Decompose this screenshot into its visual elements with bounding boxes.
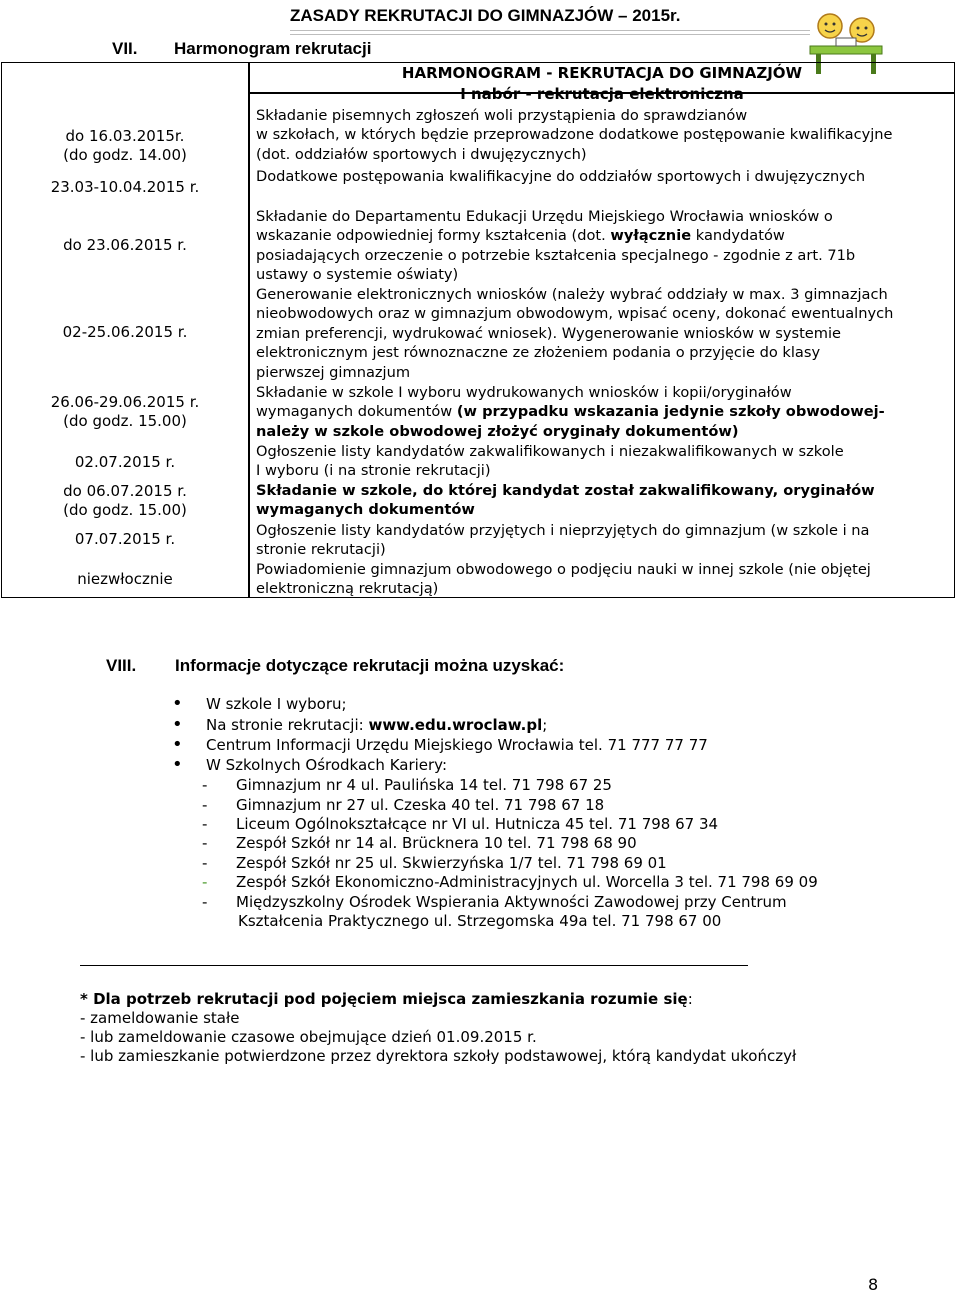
footnote-line: - lub zameldowanie czasowe obejmujące dzień 01.09.2015 r. xyxy=(80,1028,537,1046)
dash-marker: - xyxy=(202,815,208,833)
website-link[interactable]: www.edu.wroclaw.pl xyxy=(368,716,543,734)
dash-marker: - xyxy=(202,854,208,872)
dash-marker: - xyxy=(202,796,208,814)
table-subheading: I nabór - rekrutacja elektroniczna xyxy=(460,85,744,103)
sublist-item: Zespół Szkół nr 14 al. Brücknera 10 tel. 71 798 68 90 xyxy=(236,834,637,852)
table-row-date: 26.06-29.06.2015 r. (do godz. 15.00) xyxy=(50,393,200,430)
dash-marker: - xyxy=(202,893,208,911)
table-row-date: 02.07.2015 r. xyxy=(74,453,176,471)
table-row-description: Ogłoszenie listy kandydatów przyjętych i nieprzyjętych do gimnazjum (w szkole i na stronie rekrutacji) xyxy=(256,522,870,559)
sublist-item: Międzyszkolny Ośrodek Wspierania Aktywności Zawodowej przy Centrum xyxy=(236,893,787,911)
table-row-description: Generowanie elektronicznych wniosków (należy wybrać oddziały w max. 3 gimnazjach nieobwodowych oraz w gimnazjum obwodowym, wpisać oceny, dokonać ewentualnych zmian preferencji, wydrukować wniosek). Wygenerowanie wniosków w systemie elektronicznym jest równoznaczne ze złożeniem podania o przyjęcie do klasy pierwszej gimnazjum xyxy=(256,286,894,381)
list-item: Centrum Informacji Urzędu Miejskiego Wrocławia tel. 71 777 77 77 xyxy=(206,736,708,754)
table-row-date: 07.07.2015 r. xyxy=(74,530,176,548)
table-row-description: Składanie pisemnych zgłoszeń woli przystąpienia do sprawdzianów w szkołach, w których będzie przeprowadzone dodatkowe postępowanie kwalifikacyjne (dot. oddziałów sportowych i dwujęzycznych) xyxy=(256,107,893,163)
sublist-item: Zespół Szkół nr 25 ul. Skwierzyńska 1/7 tel. 71 798 69 01 xyxy=(236,854,667,872)
sublist-item: Zespół Szkół Ekonomiczno-Administracyjnych ul. Worcella 3 tel. 71 798 69 09 xyxy=(236,873,818,891)
table-row-description: Dodatkowe postępowania kwalifikacyjne do oddziałów sportowych i dwujęzycznych xyxy=(256,168,866,185)
sublist-item: Liceum Ogólnokształcące nr VI ul. Hutnicza 45 tel. 71 798 67 34 xyxy=(236,815,719,833)
table-row-date: niezwłocznie xyxy=(77,570,173,588)
section-8-title: Informacje dotyczące rekrutacji można uzyskać: xyxy=(175,656,565,675)
table-row-date: do 23.06.2015 r. xyxy=(63,236,187,254)
dash-marker: - xyxy=(202,776,208,794)
table-row-date: 23.03-10.04.2015 r. xyxy=(50,178,200,196)
footnote-heading: * Dla potrzeb rekrutacji pod pojęciem miejsca zamieszkania rozumie się: xyxy=(80,990,693,1008)
header-rule-secondary xyxy=(290,34,810,35)
footnote-line: - lub zamieszkanie potwierdzone przez dyrektora szkoły podstawowej, którą kandydat ukończył xyxy=(80,1047,797,1065)
table-column-divider xyxy=(248,62,250,598)
table-row-description: Składanie do Departamentu Edukacji Urzędu Miejskiego Wrocławia wniosków o wskazanie odpowiedniej formy kształcenia (dot. wyłącznie kandydatów posiadających orzeczenie o potrzebie kształcenia specjalnego - zgodnie z art. 71b ustawy o systemie oświaty) xyxy=(256,208,856,284)
bullet-icon: • xyxy=(172,714,183,735)
dash-marker: - xyxy=(202,834,208,852)
table-row-description: Ogłoszenie listy kandydatów zakwalifikowanych i niezakwalifikowanych w szkole I wyboru (i na stronie rekrutacji) xyxy=(256,443,844,480)
table-row-date: do 16.03.2015r. (do godz. 14.00) xyxy=(63,127,187,164)
list-item: W szkole I wyboru; xyxy=(206,695,347,713)
header-rule xyxy=(290,30,810,31)
sublist-item-continuation: Kształcenia Praktycznego ul. Strzegomska 49a tel. 71 798 67 00 xyxy=(238,912,722,930)
table-row-description: Składanie w szkole I wyboru wydrukowanych wniosków i kopii/oryginałów wymaganych dokumentów (w przypadku wskazania jedynie szkoły obwodowej- należy w szkole obwodowej złożyć oryginały dokumentów) xyxy=(256,384,885,440)
footnote-line: - zameldowanie stałe xyxy=(80,1009,240,1027)
section-8-number: VIII. xyxy=(106,656,137,675)
footnote-separator xyxy=(80,965,748,966)
table-row-date: 02-25.06.2015 r. xyxy=(62,323,188,341)
section-7-title: Harmonogram rekrutacji xyxy=(174,39,372,58)
document-header-title: ZASADY REKRUTACJI DO GIMNAZJÓW – 2015r. xyxy=(290,6,681,25)
table-row-description: Powiadomienie gimnazjum obwodowego o podjęciu nauki w innej szkole (nie objętej elektroniczną rekrutacją) xyxy=(256,561,871,598)
bullet-icon: • xyxy=(172,693,183,714)
table-row-date: do 06.07.2015 r. (do godz. 15.00) xyxy=(63,482,187,519)
sublist-item: Gimnazjum nr 27 ul. Czeska 40 tel. 71 798 67 18 xyxy=(236,796,605,814)
dash-marker: - xyxy=(202,873,208,891)
section-7-number: VII. xyxy=(112,39,138,58)
table-row-description: Składanie w szkole, do której kandydat został zakwalifikowany, oryginałów wymaganych dokumentów xyxy=(256,482,875,519)
bullet-icon: • xyxy=(172,754,183,775)
list-item: Na stronie rekrutacji: www.edu.wroclaw.pl; xyxy=(206,716,548,734)
sublist-item: Gimnazjum nr 4 ul. Paulińska 14 tel. 71 798 67 25 xyxy=(236,776,612,794)
page-number: 8 xyxy=(868,1275,879,1294)
list-item: W Szkolnych Ośrodkach Kariery: xyxy=(206,756,448,774)
bullet-icon: • xyxy=(172,734,183,755)
table-heading: HARMONOGRAM - REKRUTACJA DO GIMNAZJÓW xyxy=(401,64,803,82)
